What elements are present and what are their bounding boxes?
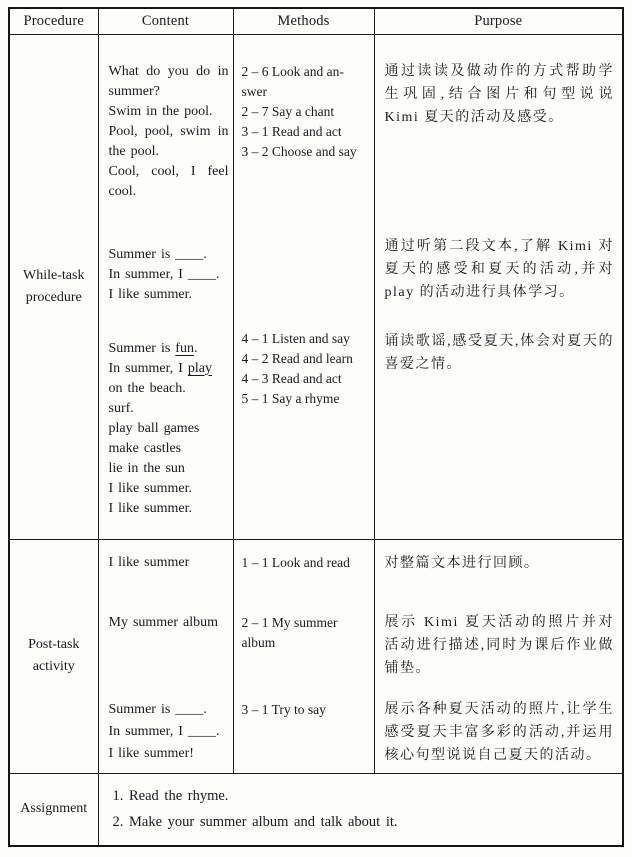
post-task-purpose-cell [374, 539, 623, 773]
assignment-label: Assignment [20, 801, 88, 817]
methods-block-1: 2 – 6 Look and an- swer 2 – 7 Say a chant 3 – 1 Read and act 3 – 2 Choose and say [241, 63, 357, 159]
post-task-procedure-cell [9, 539, 98, 773]
text-line: Summer is fun. [108, 340, 198, 356]
assignment-item: 2. Make your summer album and talk about it. [112, 814, 398, 831]
content-line: My summer album [108, 614, 219, 630]
while-task-row [9, 34, 623, 539]
post-task-methods-cell [233, 539, 374, 773]
content-chant-block: What do you do in summer? Swim in the pool. Pool, pool, swim in the pool. Cool, cool, I feel cool. [108, 63, 229, 199]
methods-line: 3 – 1 Try to say [241, 701, 326, 717]
methods-block: 2 – 1 My summer album [241, 614, 338, 650]
table-header-row [9, 8, 623, 34]
content-summer-fun-block: Summer is fun. In summer, I play on the beach. surf. play ball games make castles lie in the sun I like summer. I like summer. [109, 339, 229, 519]
header-purpose: Purpose [374, 8, 623, 34]
while-task-purpose-cell [374, 34, 623, 539]
lesson-plan-table [8, 7, 624, 847]
purpose-paragraph: 展示 Kimi 夏天活动的照片并对活动进行描述,同时为课后作业做铺垫。 [384, 614, 614, 676]
purpose-paragraph: 对整篇文本进行回顾。 [384, 555, 540, 571]
assignment-content-cell [98, 773, 623, 846]
post-task-content-cell [98, 539, 233, 773]
purpose-paragraph: 展示各种夏天活动的照片,让学生感受夏天丰富多彩的活动,并运用核心句型说说自己夏天的活动。 [384, 701, 614, 763]
header-content: Content [98, 8, 233, 34]
assignment-item: 1. Read the rhyme. [112, 788, 229, 805]
purpose-paragraph: 诵读歌谣,感受夏天,体会对夏天的喜爱之情。 [384, 333, 614, 372]
assignment-procedure-cell [9, 773, 98, 846]
content-sentence-frames-block: Summer is ____. In summer, I ____. I like summer! [108, 701, 220, 761]
while-task-label: While-task procedure [23, 267, 85, 305]
methods-line: 1 – 1 Look and read [241, 554, 350, 570]
assignment-row [9, 773, 623, 846]
content-sentence-frames-block: Summer is ____. In summer, I ____. I like summer. [108, 246, 220, 302]
content-line: I like summer [108, 554, 190, 570]
purpose-paragraph: 通过读读及做动作的方式帮助学生巩固,结合图片和句型说说 Kimi 夏天的活动及感受。 [384, 63, 614, 125]
post-task-row [9, 539, 623, 773]
header-procedure: Procedure [9, 8, 98, 34]
while-task-procedure-cell [9, 34, 98, 539]
purpose-paragraph: 通过听第二段文本,了解 Kimi 对夏天的感受和夏天的活动,并对 play 的活动进行具体学习。 [384, 238, 614, 300]
while-task-methods-cell [233, 34, 374, 539]
post-task-label: Post-task activity [28, 637, 80, 674]
while-task-content-cell [98, 34, 233, 539]
methods-block-2: 4 – 1 Listen and say 4 – 2 Read and learn 4 – 3 Read and act 5 – 1 Say a rhyme [241, 330, 353, 406]
text-line: In summer, I play [108, 360, 212, 376]
header-methods: Methods [233, 8, 374, 34]
